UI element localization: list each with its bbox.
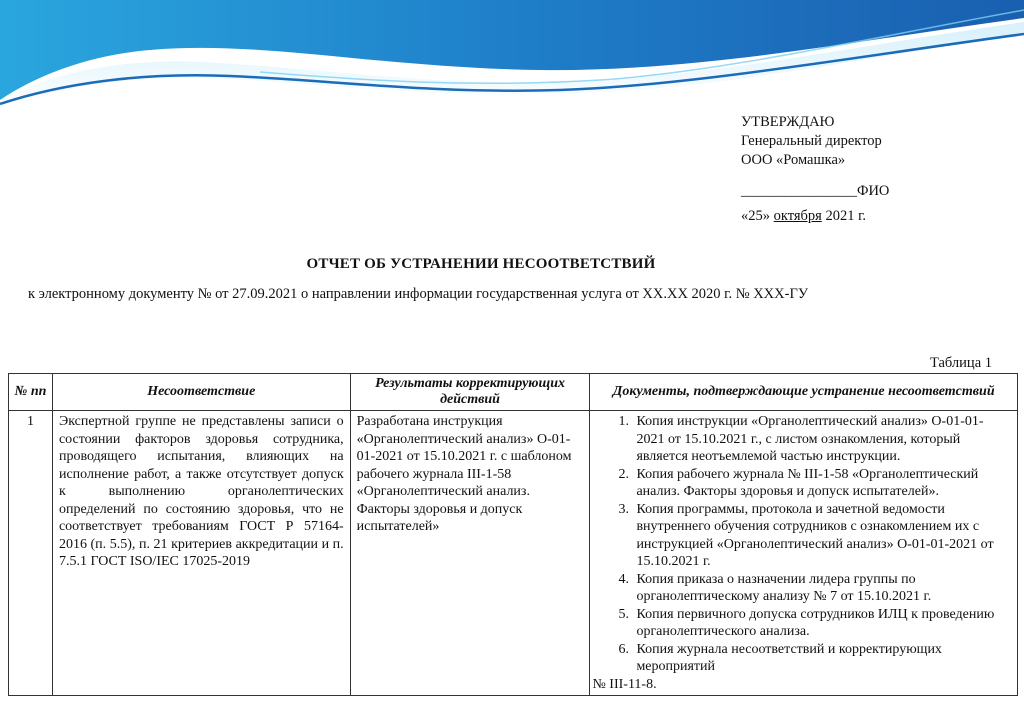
table-header-row	[9, 374, 1018, 411]
header-documents: Документы, подтверждающие устранение несоответствий	[590, 374, 1018, 411]
header-wave-decoration	[0, 0, 1024, 110]
signature-line	[741, 182, 889, 201]
cell-nonconformity: Экспертной группе не представлены записи о состоянии факторов здоровья сотрудника, проводящего испытания, влияющих на исполнение работ, а также отсутствует допуск к выполнению органолептических определений по состоянию здоровья, что не соответствует требованиям ГОСТ Р 57164-2016 (п. 5.5), п. 21 критериев аккредитации и п. 7.5.1 ГОСТ ISO/IEC 17025-2019	[52, 411, 350, 696]
approval-date	[741, 207, 889, 226]
document-subtitle: к электронному документу № от 27.09.2021 о направлении информации государственная услуга от XX.XX 2020 г. № XXX-ГУ	[28, 286, 809, 302]
list-item: 6. Копия журнала несоответствий и корректирующих мероприятий	[632, 641, 1011, 676]
nonconformity-table	[8, 373, 1018, 696]
table-label: Таблица 1	[929, 355, 992, 371]
cell-documents	[590, 411, 1018, 696]
date-day: «25»	[741, 208, 770, 224]
approver-position: Генеральный директор	[741, 133, 882, 149]
cell-num: 1	[9, 411, 53, 696]
list-item: 2. Копия рабочего журнала № III-1-58 «Органолептический анализ. Факторы здоровья и допуск испытателей».	[632, 466, 1011, 501]
header-num: № пп	[9, 374, 53, 411]
approval-heading: УТВЕРЖДАЮ	[741, 114, 835, 130]
table-row	[9, 411, 1018, 696]
header-nonconformity: Несоответствие	[52, 374, 350, 411]
date-year: 2021 г.	[825, 208, 867, 224]
document-title: ОТЧЕТ ОБ УСТРАНЕНИИ НЕСООТВЕТСТВИЙ	[306, 256, 656, 272]
cell-results: Разработана инструкция «Органолептический анализ» О-01-01-2021 от 15.10.2021 г. с шаблоном рабочего журнала III-1-58 «Органолептический анализ. Факторы здоровья и допуск испытателей»	[350, 411, 590, 696]
signature-label: ФИО	[857, 183, 890, 199]
signature-blank: ________________	[741, 183, 857, 199]
company-name: ООО «Ромашка»	[741, 152, 846, 168]
list-item: 3. Копия программы, протокола и зачетной ведомости внутреннего обучения сотрудников с ознакомлением их с инструкцией «Органолептический анализ» О-01-01-2021 от 15.10.2021 г.	[632, 501, 1011, 571]
list-item: 4. Копия приказа о назначении лидера группы по органолептическому анализу № 7 от 15.10.2021 г.	[632, 571, 1011, 606]
list-item: 5. Копия первичного допуска сотрудников ИЛЦ к проведению органолептического анализа.	[632, 606, 1011, 641]
list-item: 1. Копия инструкции «Органолептический анализ» О-01-01-2021 от 15.10.2021 г., с листом ознакомления, который является неотъемлемой частью инструкции.	[632, 413, 1011, 466]
documents-list	[592, 413, 1011, 676]
header-results: Результаты корректирующих действий	[350, 374, 590, 411]
date-month: октября	[773, 208, 822, 224]
documents-tail: № III-11-8.	[592, 676, 657, 692]
approval-block	[741, 113, 889, 226]
